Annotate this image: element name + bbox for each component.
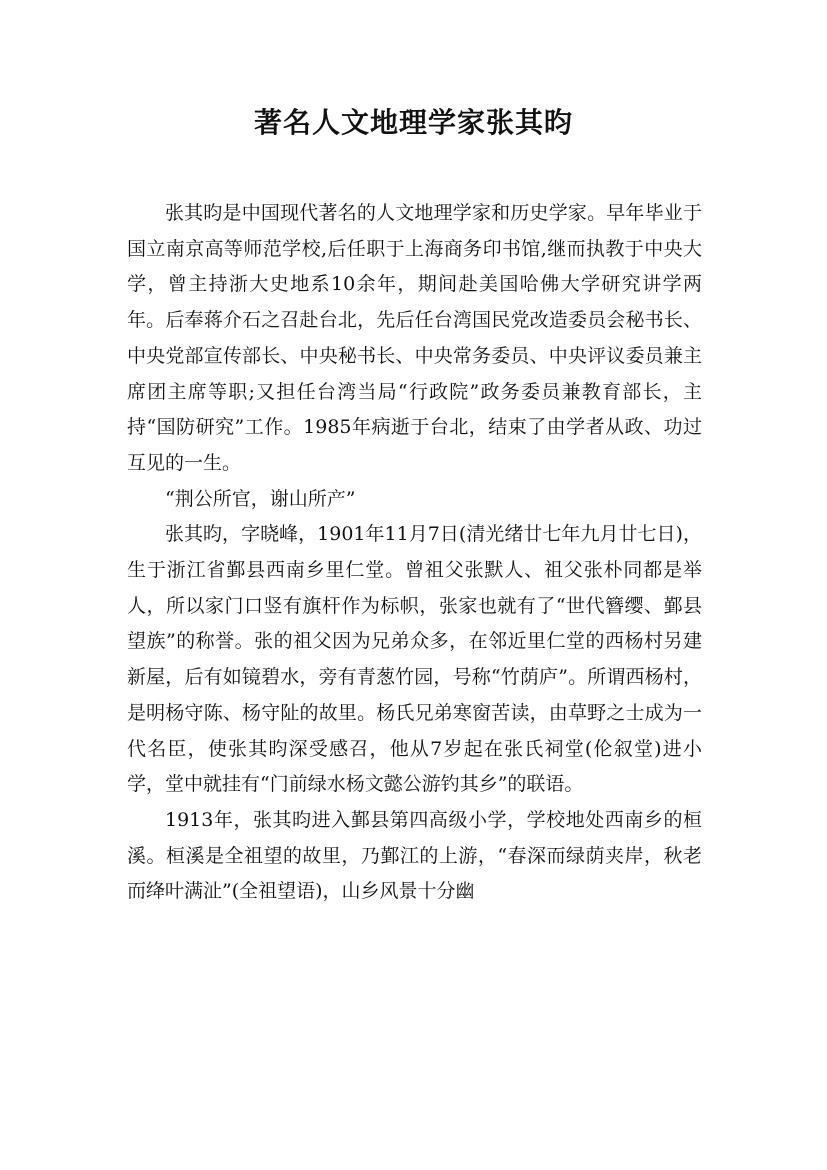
paragraph-early-life: 张其昀，字晓峰，1901年11月7日(清光绪廿七年九月廿七日)，生于浙江省鄞县西南乡里仁堂。曾祖父张默人、祖父张朴同都是举人，所以家门口竖有旗杆作为标帜，张家也就有了“世代簪缨、鄞县望族”的称誉。张的祖父因为兄弟众多，在邻近里仁堂的西杨村另建新屋，后有如镜碧水，旁有青葱竹园，号称“竹荫庐”。所谓西杨村，是明杨守陈、杨守阯的故里。杨氏兄弟寒窗苦读，由草野之士成为一代名臣，使张其昀深受感召，他从7岁起在张氏祠堂(伦叙堂)进小学，堂中就挂有“门前绿水杨文懿公游钓其乡”的联语。 bbox=[127, 523, 702, 796]
paragraph-intro: 张其昀是中国现代著名的人文地理学家和历史学家。早年毕业于国立南京高等师范学校,后任职于上海商务印书馆,继而执教于中央大学，曾主持浙大史地系10余年，期间赴美国哈佛大学研究讲学两年。后奉蒋介石之召赴台北，先后任台湾国民党改造委员会秘书长、中央党部宣传部长、中央秘书长、中央常务委员、中央评议委员兼主席团主席等职;又担任台湾当局“行政院”政务委员兼教育部长，主持“国防研究”工作。1985年病逝于台北，结束了由学者从政、功过互见的一生。 bbox=[127, 202, 702, 474]
section-subheading: “荆公所官，谢山所产” bbox=[165, 487, 356, 510]
paragraph-school: 1913年，张其昀进入鄞县第四高级小学，学校地处西南乡的桓溪。桓溪是全祖望的故里，乃鄞江的上游，“春深而绿荫夹岸，秋老而绛叶满沚”(全祖望语)，山乡风景十分幽 bbox=[127, 808, 702, 903]
document-body bbox=[127, 196, 702, 910]
document-title: 著名人文地理学家张其昀 bbox=[253, 106, 573, 139]
